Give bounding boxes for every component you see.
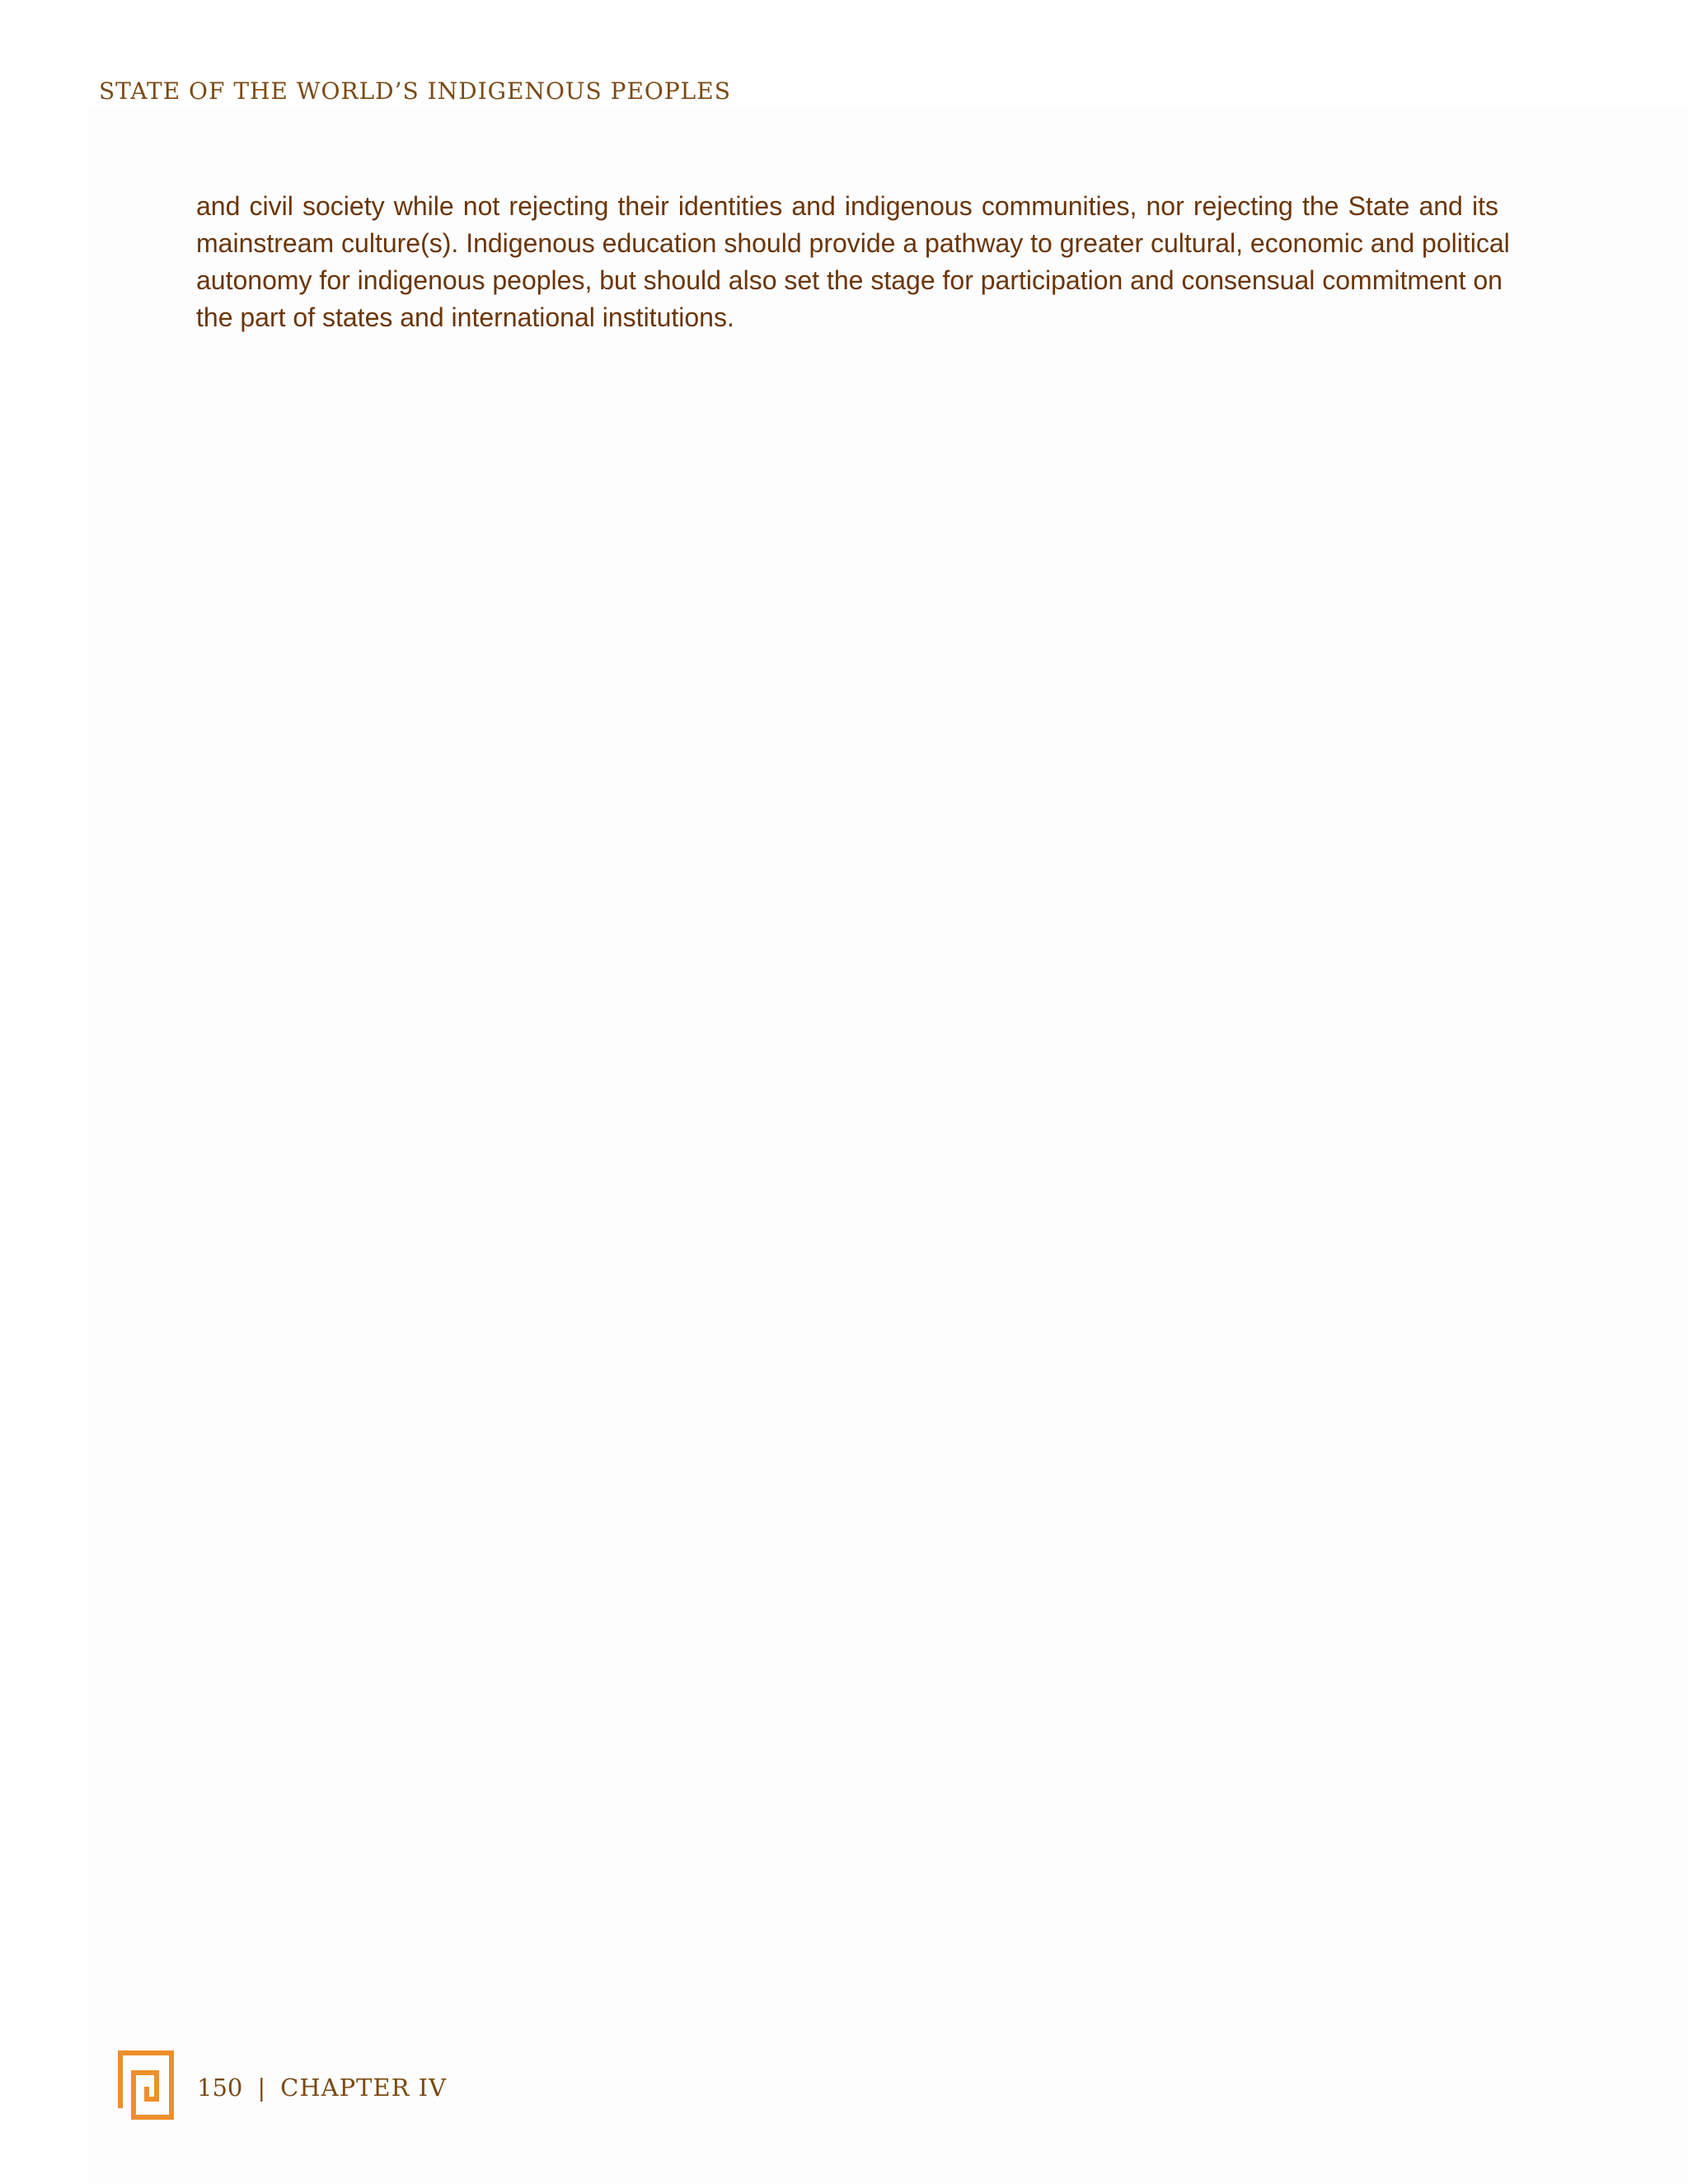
body-paragraph xyxy=(196,188,1510,336)
paragraph-line: mainstream culture(s). Indigenous education should provide a pathway to greater cultural, economic and political xyxy=(196,228,1510,258)
folio-separator: | xyxy=(257,2074,266,2102)
running-header: STATE OF THE WORLD’S INDIGENOUS PEOPLES xyxy=(99,77,731,105)
folio xyxy=(197,2069,447,2102)
paragraph-line: and civil society while not rejecting their identities and indigenous communities, nor rejecting the State and its xyxy=(196,191,1498,221)
chapter-label: CHAPTER IV xyxy=(280,2074,448,2102)
page-background xyxy=(87,107,1688,2184)
page-footer xyxy=(118,2050,447,2120)
paragraph-line: autonomy for indigenous peoples, but should also set the stage for participation and consensual commitment on xyxy=(196,265,1503,295)
page-number: 150 xyxy=(197,2074,243,2102)
spiral-key-icon xyxy=(118,2050,174,2120)
paragraph-line: the part of states and international institutions. xyxy=(196,302,734,332)
